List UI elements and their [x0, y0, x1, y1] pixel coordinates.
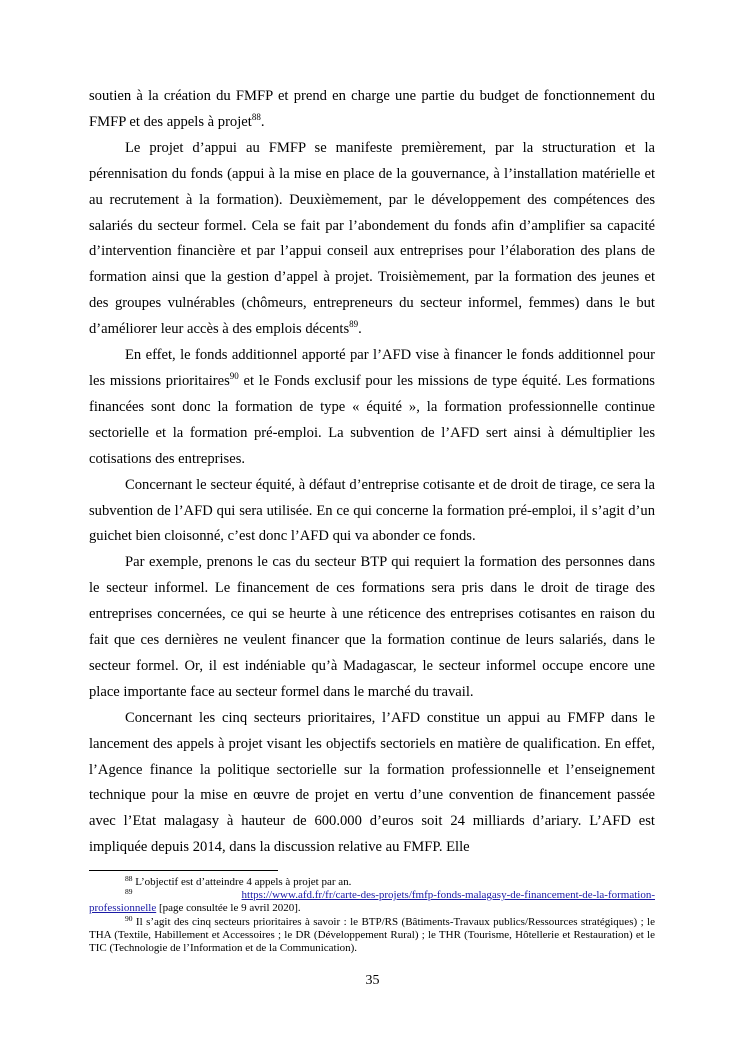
footnote-88-number: 88	[125, 874, 133, 883]
footnote-89-link-continuation[interactable]: professionnelle	[89, 902, 157, 915]
footnote-90	[89, 913, 655, 956]
page-number: 35	[365, 973, 380, 988]
footnote-90-number: 90	[125, 913, 133, 923]
footnotes-section	[89, 870, 655, 955]
paragraph-3	[89, 343, 655, 473]
paragraph-4: Concernant le secteur équité, à défaut d’entreprise cotisante et de droit de tirage, ce sera la subvention de l’AFD qui sera utilisée. En ce qui concerne la formation pré-emploi, il s’agit d’un guichet bien cloisonné, c’est donc l’AFD qui va abonder ce fonds.	[89, 476, 655, 545]
footnote-88-text: L’objectif est d’atteindre 4 appels à projet par an.	[132, 876, 352, 888]
footnote-89-number: 89	[125, 887, 133, 897]
footnote-89-suffix: [page consultée le 9 avril 2020].	[156, 902, 301, 915]
footnote-ref-88[interactable]: 88	[251, 111, 261, 122]
document-body	[89, 84, 655, 861]
paragraph-2-end: .	[358, 321, 362, 338]
footnote-ref-90[interactable]: 90	[229, 370, 239, 381]
paragraph-1-text: soutien à la création du FMFP et prend en charge une partie du budget de fonctionnement du FMFP et des appels à projet	[89, 88, 655, 130]
paragraph-1	[89, 84, 655, 136]
footnote-89-second-line	[89, 902, 655, 915]
paragraph-3-after: et le Fonds exclusif pour les missions de type équité. Les formations financées sont donc la formation de type « équité », la formation professionnelle continue sectorielle et la formation pré-emploi. La subvention de l’AFD sert ainsi à démultiplier les cotisations des entreprises.	[89, 372, 655, 467]
paragraph-2-text: Le projet d’appui au FMFP se manifeste premièrement, par la structuration et la pérennisation du fonds (appui à la mise en place de la gouvernance, à l’installation matérielle et au recrutement à la formation). Deuxièmement, par le développement des compétences des salariés du secteur formel. Cela se fait par l’abondement du fonds afin d’amplifier sa capacité d’intervention financière et par l’appui conseil aux entreprises pour l’élaboration des plans de formation ainsi que la gestion d’appel à projet. Troisièmement, par la formation des jeunes et des groupes vulnérables (chômeurs, entrepreneurs du secteur informel, femmes) dans le but d’améliorer leur accès à des emplois décents	[89, 139, 655, 338]
footnote-89-number-wrap	[89, 889, 133, 902]
paragraph-1-end: .	[260, 113, 265, 130]
footnote-88	[89, 876, 655, 889]
footnote-89	[89, 889, 655, 915]
footnote-90-text: Il s’agit des cinq secteurs prioritaires à savoir : le BTP/RS (Bâtiments-Travaux publics/Ressources stratégiques) ; le THA (Textile, Habillement et Accessoires ; le DR (Développement Rural) ; le THR (Tourisme, Hôtellerie et Restauration) et le TIC (Technologie de l’Information et de la Communication).	[89, 915, 655, 955]
paragraph-6: Concernant les cinq secteurs prioritaires, l’AFD constitue un appui au FMFP dans le lancement des appels à projet visant les objectifs sectoriels en matière de qualification. En effet, l’Agence finance la politique sectorielle sur la formation professionnelle et l’enseignement technique pour la mise en œuvre de projet en vertu d’une convention de financement passée avec l’Etat malagasy à hauteur de 600.000 d’euros soit 24 milliards d’ariary. L’AFD est impliquée depuis 2014, dans la discussion relative au FMFP. Elle	[89, 709, 655, 856]
footnote-ref-89[interactable]: 89	[349, 319, 359, 330]
footnote-89-link[interactable]: https://www.afd.fr/fr/carte-des-projets/fmfp-fonds-malagasy-de-financement-de-la-formation-	[241, 889, 655, 902]
paragraph-3-before: En effet, le fonds additionnel apporté par l’AFD vise à financer le fonds additionnel pour les missions prioritaires	[89, 347, 655, 389]
paragraph-5: Par exemple, prenons le cas du secteur BTP qui requiert la formation des personnes dans le secteur informel. Le financement de ces formations sera pris dans le droit de tirage des entreprises concernées, ce qui se heurte à une réticence des entreprises cotisantes en raison du fait que ces dernières ne veulent financer que la formation continue de leurs salariés, dans le secteur formel. Or, il est indéniable qu’à Madagascar, le secteur informel occupe encore une place importante face au secteur formel dans le marché du travail.	[89, 554, 655, 700]
paragraph-2	[89, 136, 655, 343]
footnote-separator	[89, 870, 278, 871]
footnote-89-first-line	[89, 889, 655, 902]
